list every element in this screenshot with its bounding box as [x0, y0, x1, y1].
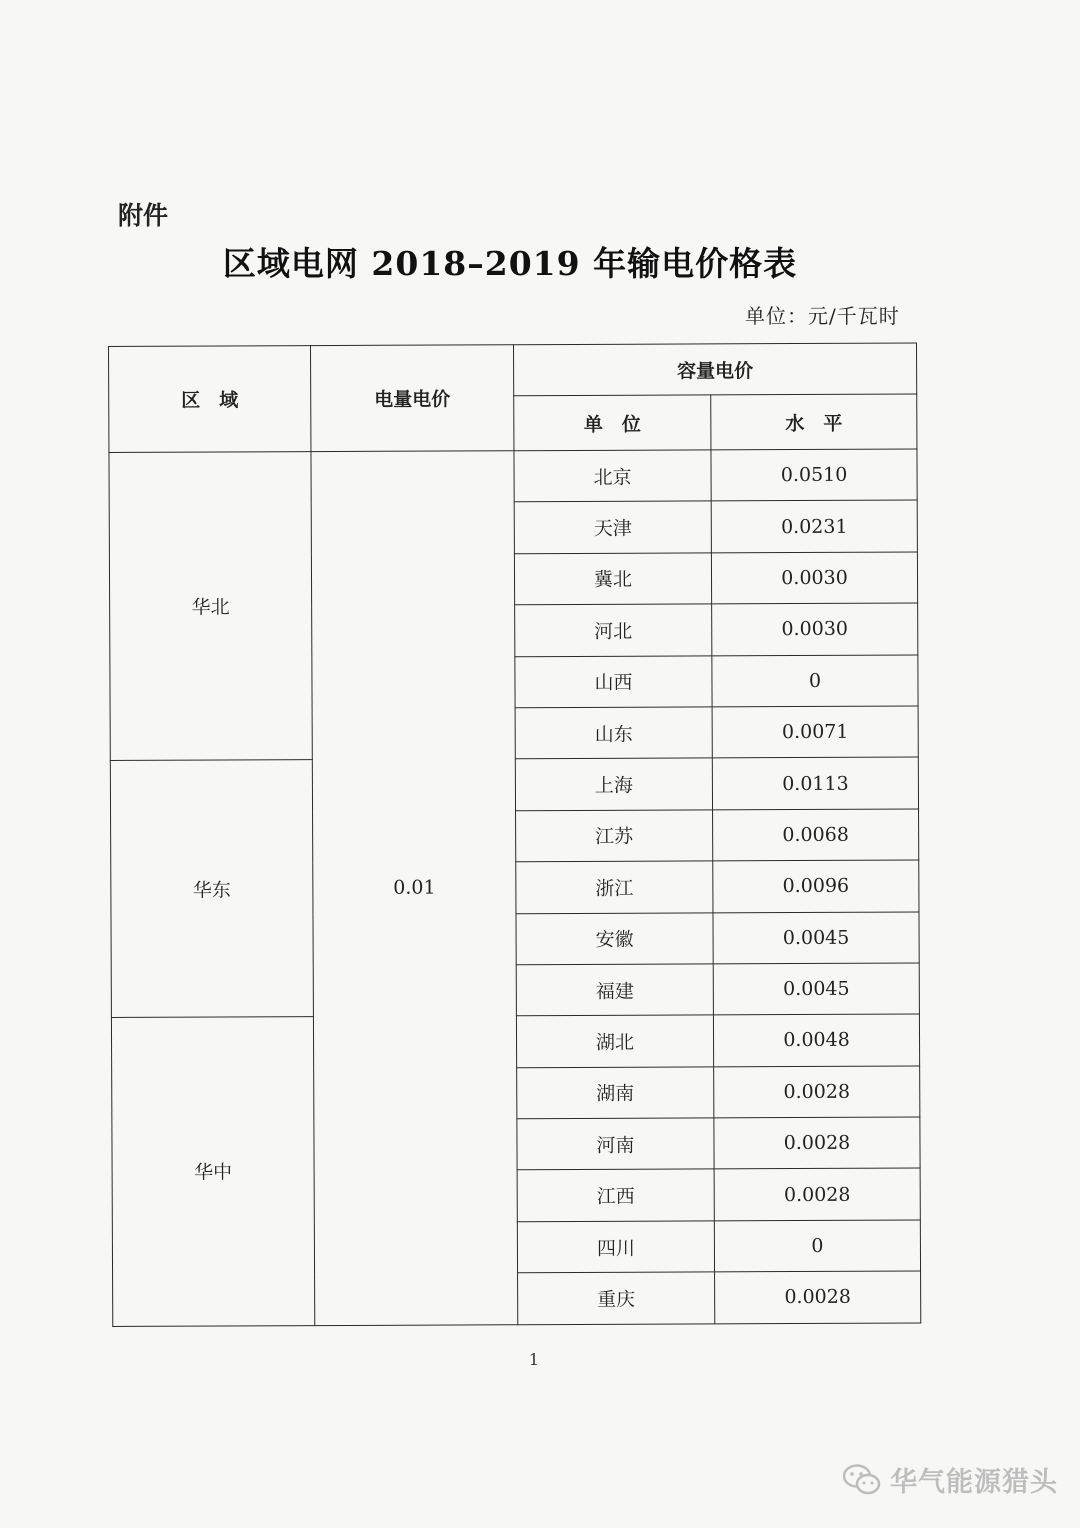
level-cell: 0.0028 [714, 1168, 920, 1220]
energy-price-cell: 0.01 [311, 451, 518, 1326]
unit-cell: 江西 [517, 1169, 714, 1221]
level-cell: 0.0113 [712, 757, 918, 809]
unit-cell: 福建 [516, 964, 713, 1016]
level-cell: 0.0071 [712, 706, 918, 758]
level-cell: 0.0045 [713, 911, 919, 963]
header-level: 水 平 [711, 394, 917, 450]
unit-cell: 上海 [515, 758, 712, 810]
price-table-container [108, 342, 921, 1326]
unit-cell: 山西 [515, 655, 712, 707]
unit-cell: 重庆 [518, 1272, 715, 1324]
unit-cell: 湖南 [517, 1067, 714, 1119]
unit-cell: 山东 [515, 707, 712, 759]
level-cell: 0 [714, 1220, 920, 1272]
header-capacity-price: 容量电价 [513, 343, 916, 396]
unit-cell: 北京 [514, 450, 711, 502]
region-cell: 华中 [111, 1017, 314, 1326]
header-energy-price: 电量电价 [311, 345, 514, 452]
level-cell: 0 [712, 655, 918, 707]
unit-note: 单位：元/千瓦时 [745, 304, 900, 328]
level-cell: 0.0231 [711, 500, 917, 552]
level-cell: 0.0045 [713, 963, 919, 1015]
level-cell: 0.0030 [711, 552, 917, 604]
level-cell: 0.0068 [713, 809, 919, 861]
header-unit: 单 位 [514, 395, 711, 451]
watermark [842, 1460, 1058, 1499]
attachment-label: 附件 [118, 201, 169, 230]
unit-cell: 浙江 [516, 861, 713, 913]
watermark-text: 华气能源猎头 [890, 1467, 1058, 1498]
level-cell: 0.0510 [711, 449, 917, 501]
level-cell: 0.0030 [712, 603, 918, 655]
unit-cell: 安徽 [516, 912, 713, 964]
region-cell: 华北 [109, 452, 312, 761]
level-cell: 0.0048 [713, 1014, 919, 1066]
unit-cell: 四川 [517, 1221, 714, 1273]
level-cell: 0.0028 [714, 1117, 920, 1169]
unit-cell: 天津 [514, 501, 711, 553]
page-number: 1 [528, 1350, 540, 1369]
unit-cell: 冀北 [514, 553, 711, 605]
unit-cell: 河南 [517, 1118, 714, 1170]
price-table [108, 342, 921, 1326]
wechat-icon [842, 1463, 882, 1497]
level-cell: 0.0096 [713, 860, 919, 912]
unit-cell: 河北 [515, 604, 712, 656]
table-row [109, 449, 917, 504]
unit-cell: 湖北 [516, 1015, 713, 1067]
header-region: 区 域 [109, 346, 311, 453]
level-cell: 0.0028 [714, 1066, 920, 1118]
region-cell: 华东 [110, 760, 313, 1018]
level-cell: 0.0028 [715, 1271, 921, 1323]
document-title: 区域电网 2018–2019 年输电价格表 [222, 244, 798, 283]
unit-cell: 江苏 [516, 810, 713, 862]
